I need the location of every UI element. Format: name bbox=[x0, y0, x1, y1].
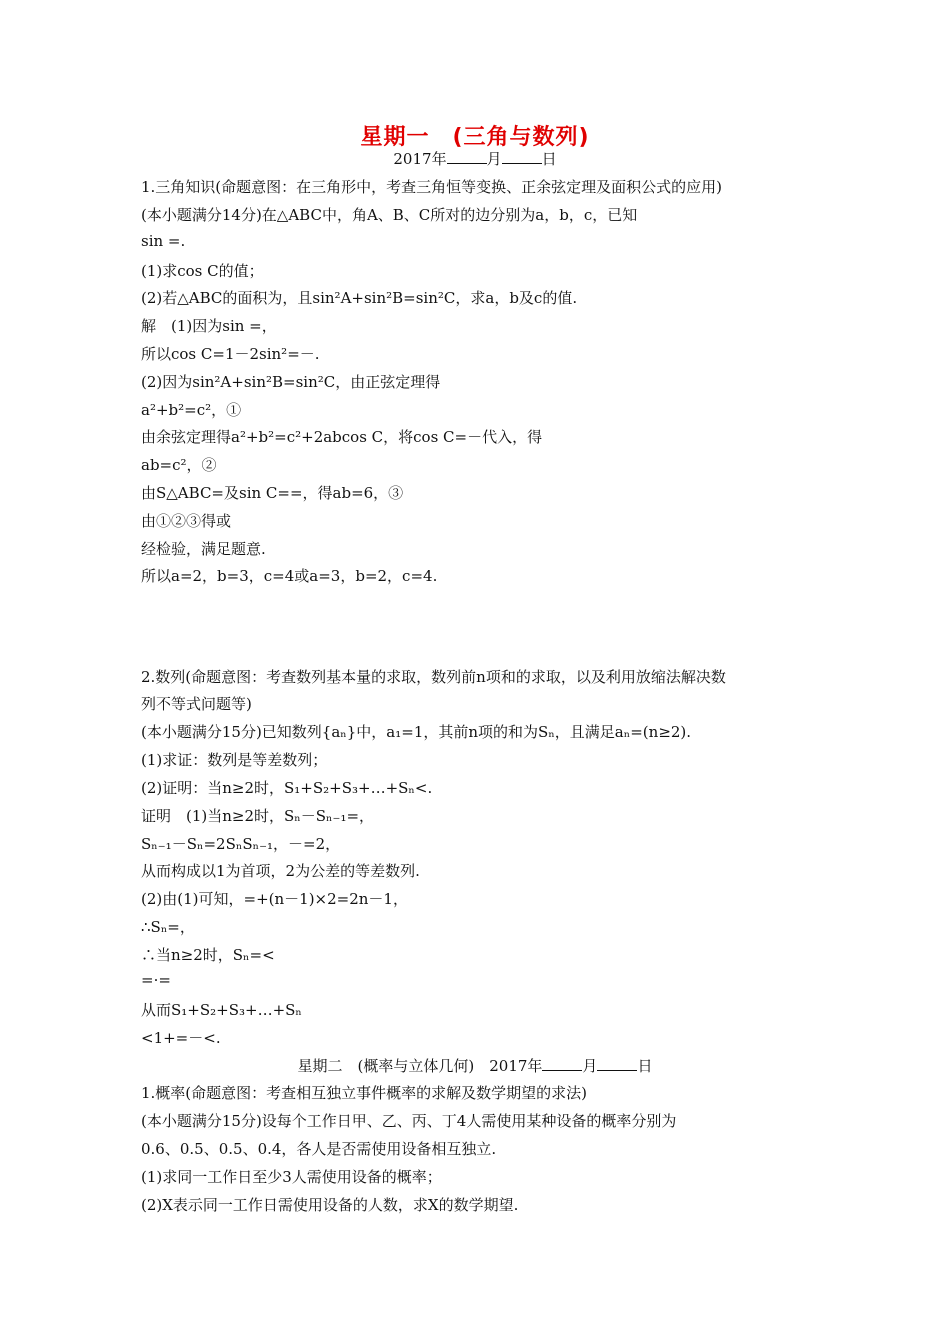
text-line: 从而构成以1为首项，2为公差的等差数列. bbox=[141, 862, 420, 880]
text-line: 2.数列(命题意图：考查数列基本量的求取，数列前n项和的求取，以及利用放缩法解决数 bbox=[141, 668, 726, 686]
text-line: <1+=－<. bbox=[141, 1029, 221, 1047]
section-two-month-blank bbox=[542, 1058, 582, 1071]
date-month: 月 bbox=[486, 150, 502, 168]
text-line: (2)由(1)可知，=+(n－1)×2=2n－1， bbox=[141, 890, 408, 908]
text-line: 所以a=2，b=3，c=4或a=3，b=2，c=4. bbox=[141, 567, 438, 585]
text-line: (本小题满分14分)在△ABC中，角A、B、C所对的边分别为a，b，c，已知 bbox=[141, 206, 638, 224]
date-line bbox=[0, 148, 950, 169]
text-line: 0.6、0.5、0.5、0.4，各人是否需使用设备相互独立. bbox=[141, 1140, 497, 1158]
text-line: 1.概率(命题意图：考查相互独立事件概率的求解及数学期望的求法) bbox=[141, 1084, 588, 1102]
date-year: 2017年 bbox=[393, 150, 447, 168]
text-line: (1)求同一工作日至少3人需使用设备的概率； bbox=[141, 1168, 442, 1186]
section-two-day: 日 bbox=[637, 1057, 653, 1075]
page-title: 星期一 (三角与数列) bbox=[360, 125, 590, 150]
text-line: ∴当n≥2时，Sₙ=< bbox=[141, 946, 275, 964]
text-line: sin =. bbox=[141, 232, 186, 250]
text-line: (2)证明：当n≥2时，S₁+S₂+S₃+…+Sₙ<. bbox=[141, 779, 433, 797]
text-line: (2)因为sin²A+sin²B=sin²C，由正弦定理得 bbox=[141, 373, 441, 391]
text-line: 解 (1)因为sin =， bbox=[141, 317, 277, 335]
text-line: 经检验，满足题意. bbox=[141, 540, 266, 558]
section-two-day-blank bbox=[597, 1058, 637, 1071]
text-line: 从而S₁+S₂+S₃+…+Sₙ bbox=[141, 1001, 302, 1019]
section-two-title: 星期二 (概率与立体几何) 2017年 bbox=[297, 1057, 543, 1075]
text-line: 证明 (1)当n≥2时，Sₙ－Sₙ₋₁=， bbox=[141, 807, 375, 825]
text-line: (本小题满分15分)已知数列{aₙ}中，a₁=1，其前n项的和为Sₙ，且满足aₙ=(n≥2). bbox=[141, 723, 692, 741]
text-line: 由S△ABC=及sin C==，得ab=6，③ bbox=[141, 484, 404, 502]
text-line: ab=c²，② bbox=[141, 456, 217, 474]
section-two-heading bbox=[0, 1055, 950, 1076]
day-blank bbox=[502, 151, 542, 164]
text-line: (本小题满分15分)设每个工作日甲、乙、丙、丁4人需使用某种设备的概率分别为 bbox=[141, 1112, 677, 1130]
text-line: (1)求证：数列是等差数列； bbox=[141, 751, 328, 769]
text-line: (2)X表示同一工作日需使用设备的人数，求X的数学期望. bbox=[141, 1196, 519, 1214]
text-line: (2)若△ABC的面积为，且sin²A+sin²B=sin²C，求a，b及c的值. bbox=[141, 289, 578, 307]
text-line: a²+b²=c²，① bbox=[141, 401, 242, 419]
section-two-month: 月 bbox=[582, 1057, 598, 1075]
date-day: 日 bbox=[541, 150, 557, 168]
text-line: Sₙ₋₁－Sₙ=2SₙSₙ₋₁，－=2， bbox=[141, 835, 341, 853]
text-line: 列不等式问题等) bbox=[141, 695, 252, 713]
month-blank bbox=[447, 151, 487, 164]
text-line: 由余弦定理得a²+b²=c²+2abcos C，将cos C=－代入，得 bbox=[141, 428, 543, 446]
text-line: 1.三角知识(命题意图：在三角形中，考查三角恒等变换、正余弦定理及面积公式的应用) bbox=[141, 178, 723, 196]
text-line: ∴Sₙ=， bbox=[141, 918, 195, 936]
text-line: =·= bbox=[141, 971, 171, 989]
text-line: (1)求cos C的值； bbox=[141, 262, 264, 280]
text-line: 所以cos C=1－2sin²=－. bbox=[141, 345, 320, 363]
text-line: 由①②③得或 bbox=[141, 512, 232, 530]
